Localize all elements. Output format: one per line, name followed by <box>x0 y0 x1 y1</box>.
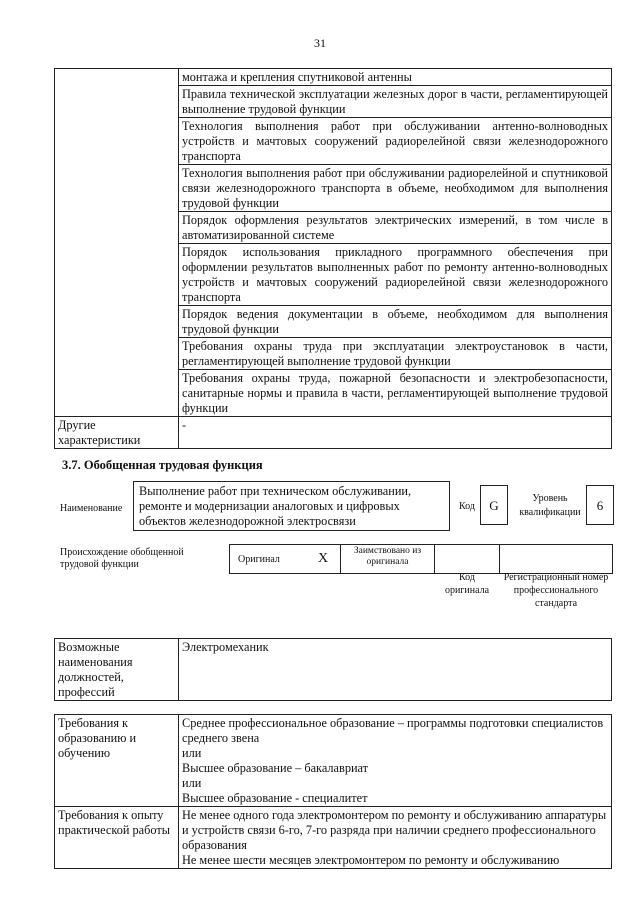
level-box <box>586 485 614 525</box>
borrowed-label: Заимствовано из оригинала <box>353 546 422 567</box>
row-text: Порядок использования прикладного программного обеспечения при оформлении результатов выполненных работ по ремонту антенно-волноводных устройств и мачтовых сооружений радиорелейной связи железнодорожного транспорта <box>179 244 612 306</box>
row-text: Требования охраны труда при эксплуатации электроустановок в части, регламентирующей выполнение трудовой функции <box>179 338 612 370</box>
education-line: или <box>182 776 202 790</box>
original-mark: X <box>318 551 329 566</box>
reg-number-caption: Регистрационный номер профессионального стандарта <box>503 572 609 609</box>
education-line: Высшее образование - специалитет <box>182 791 368 805</box>
name-label: Наименование <box>60 503 123 514</box>
row-text: Порядок ведения документации в объеме, необходимом для выполнения трудовой функции <box>179 306 612 338</box>
table-row <box>55 69 612 86</box>
row-label <box>55 69 179 417</box>
education-line: или <box>182 746 202 760</box>
education-line: Среднее профессиональное образование – программы подготовки специалистов среднего звена <box>182 716 604 745</box>
row-text: Технология выполнения работ при обслуживании антенно-волноводных устройств и мачтовых сооружений радиорелейной связи железнодорожного транспорта <box>179 118 612 165</box>
code-label: Код <box>459 501 475 512</box>
code-value: G <box>489 498 499 513</box>
table-row <box>55 639 612 701</box>
knowledge-table <box>54 68 612 449</box>
table-row <box>55 715 612 807</box>
row-label: Другие характеристики <box>55 417 179 449</box>
page-number: 31 <box>314 36 326 50</box>
row-text: Требования охраны труда, пожарной безопасности и электробезопасности, санитарные нормы и правила в части, регламентирующей выполнение трудовой функции <box>179 370 612 417</box>
code-box <box>480 485 508 525</box>
borrowed-cell <box>340 544 435 574</box>
level-label: Уровень квалификации <box>519 493 581 518</box>
code-original-cell <box>434 544 500 574</box>
requirements-table <box>54 714 612 869</box>
level-value: 6 <box>596 498 604 513</box>
experience-line: Не менее шести месяцев электромонтером по ремонту и обслуживанию <box>182 853 560 867</box>
experience-line: Не менее одного года электромонтером по ремонту и обслуживанию аппаратуры и устройств связи 6-го, 7-го разряда при наличии среднего профессионального образования <box>182 808 607 852</box>
row-text: - <box>179 417 612 449</box>
original-cell <box>229 544 341 574</box>
row-text: Технология выполнения работ при обслуживании радиорелейной и спутниковой связи железнодорожного транспорта в объеме, необходимом для выполнения трудовой функции <box>179 165 612 212</box>
function-name-box <box>133 481 450 531</box>
section-title: 3.7. Обобщенная трудовая функция <box>62 458 263 472</box>
row-text: Правила технической эксплуатации железных дорог в части, регламентирующей выполнение трудовой функции <box>179 86 612 118</box>
row-text: Порядок оформления результатов электрических измерений, в том числе в автоматизированной системе <box>179 212 612 244</box>
education-label: Требования к образованию и обучению <box>55 715 179 807</box>
education-line: Высшее образование – бакалавриат <box>182 761 369 775</box>
education-cell <box>179 715 612 807</box>
function-name: Выполнение работ при техническом обслуживании, ремонте и модернизации аналоговых и цифровых объектов железнодорожной электросвязи <box>139 484 412 528</box>
positions-table <box>54 638 612 701</box>
code-original-caption: Код оригинала <box>444 572 490 596</box>
original-label: Оригинал <box>238 554 280 565</box>
table-row <box>55 417 612 449</box>
positions-label: Возможные наименования должностей, профессий <box>55 639 179 701</box>
reg-number-cell <box>499 544 613 574</box>
experience-cell <box>179 807 612 869</box>
experience-label: Требования к опыту практической работы <box>55 807 179 869</box>
row-text: монтажа и крепления спутниковой антенны <box>179 69 612 86</box>
positions-value: Электромеханик <box>179 639 612 701</box>
origin-label: Происхождение обобщенной трудовой функции <box>60 547 184 570</box>
table-row <box>55 807 612 869</box>
